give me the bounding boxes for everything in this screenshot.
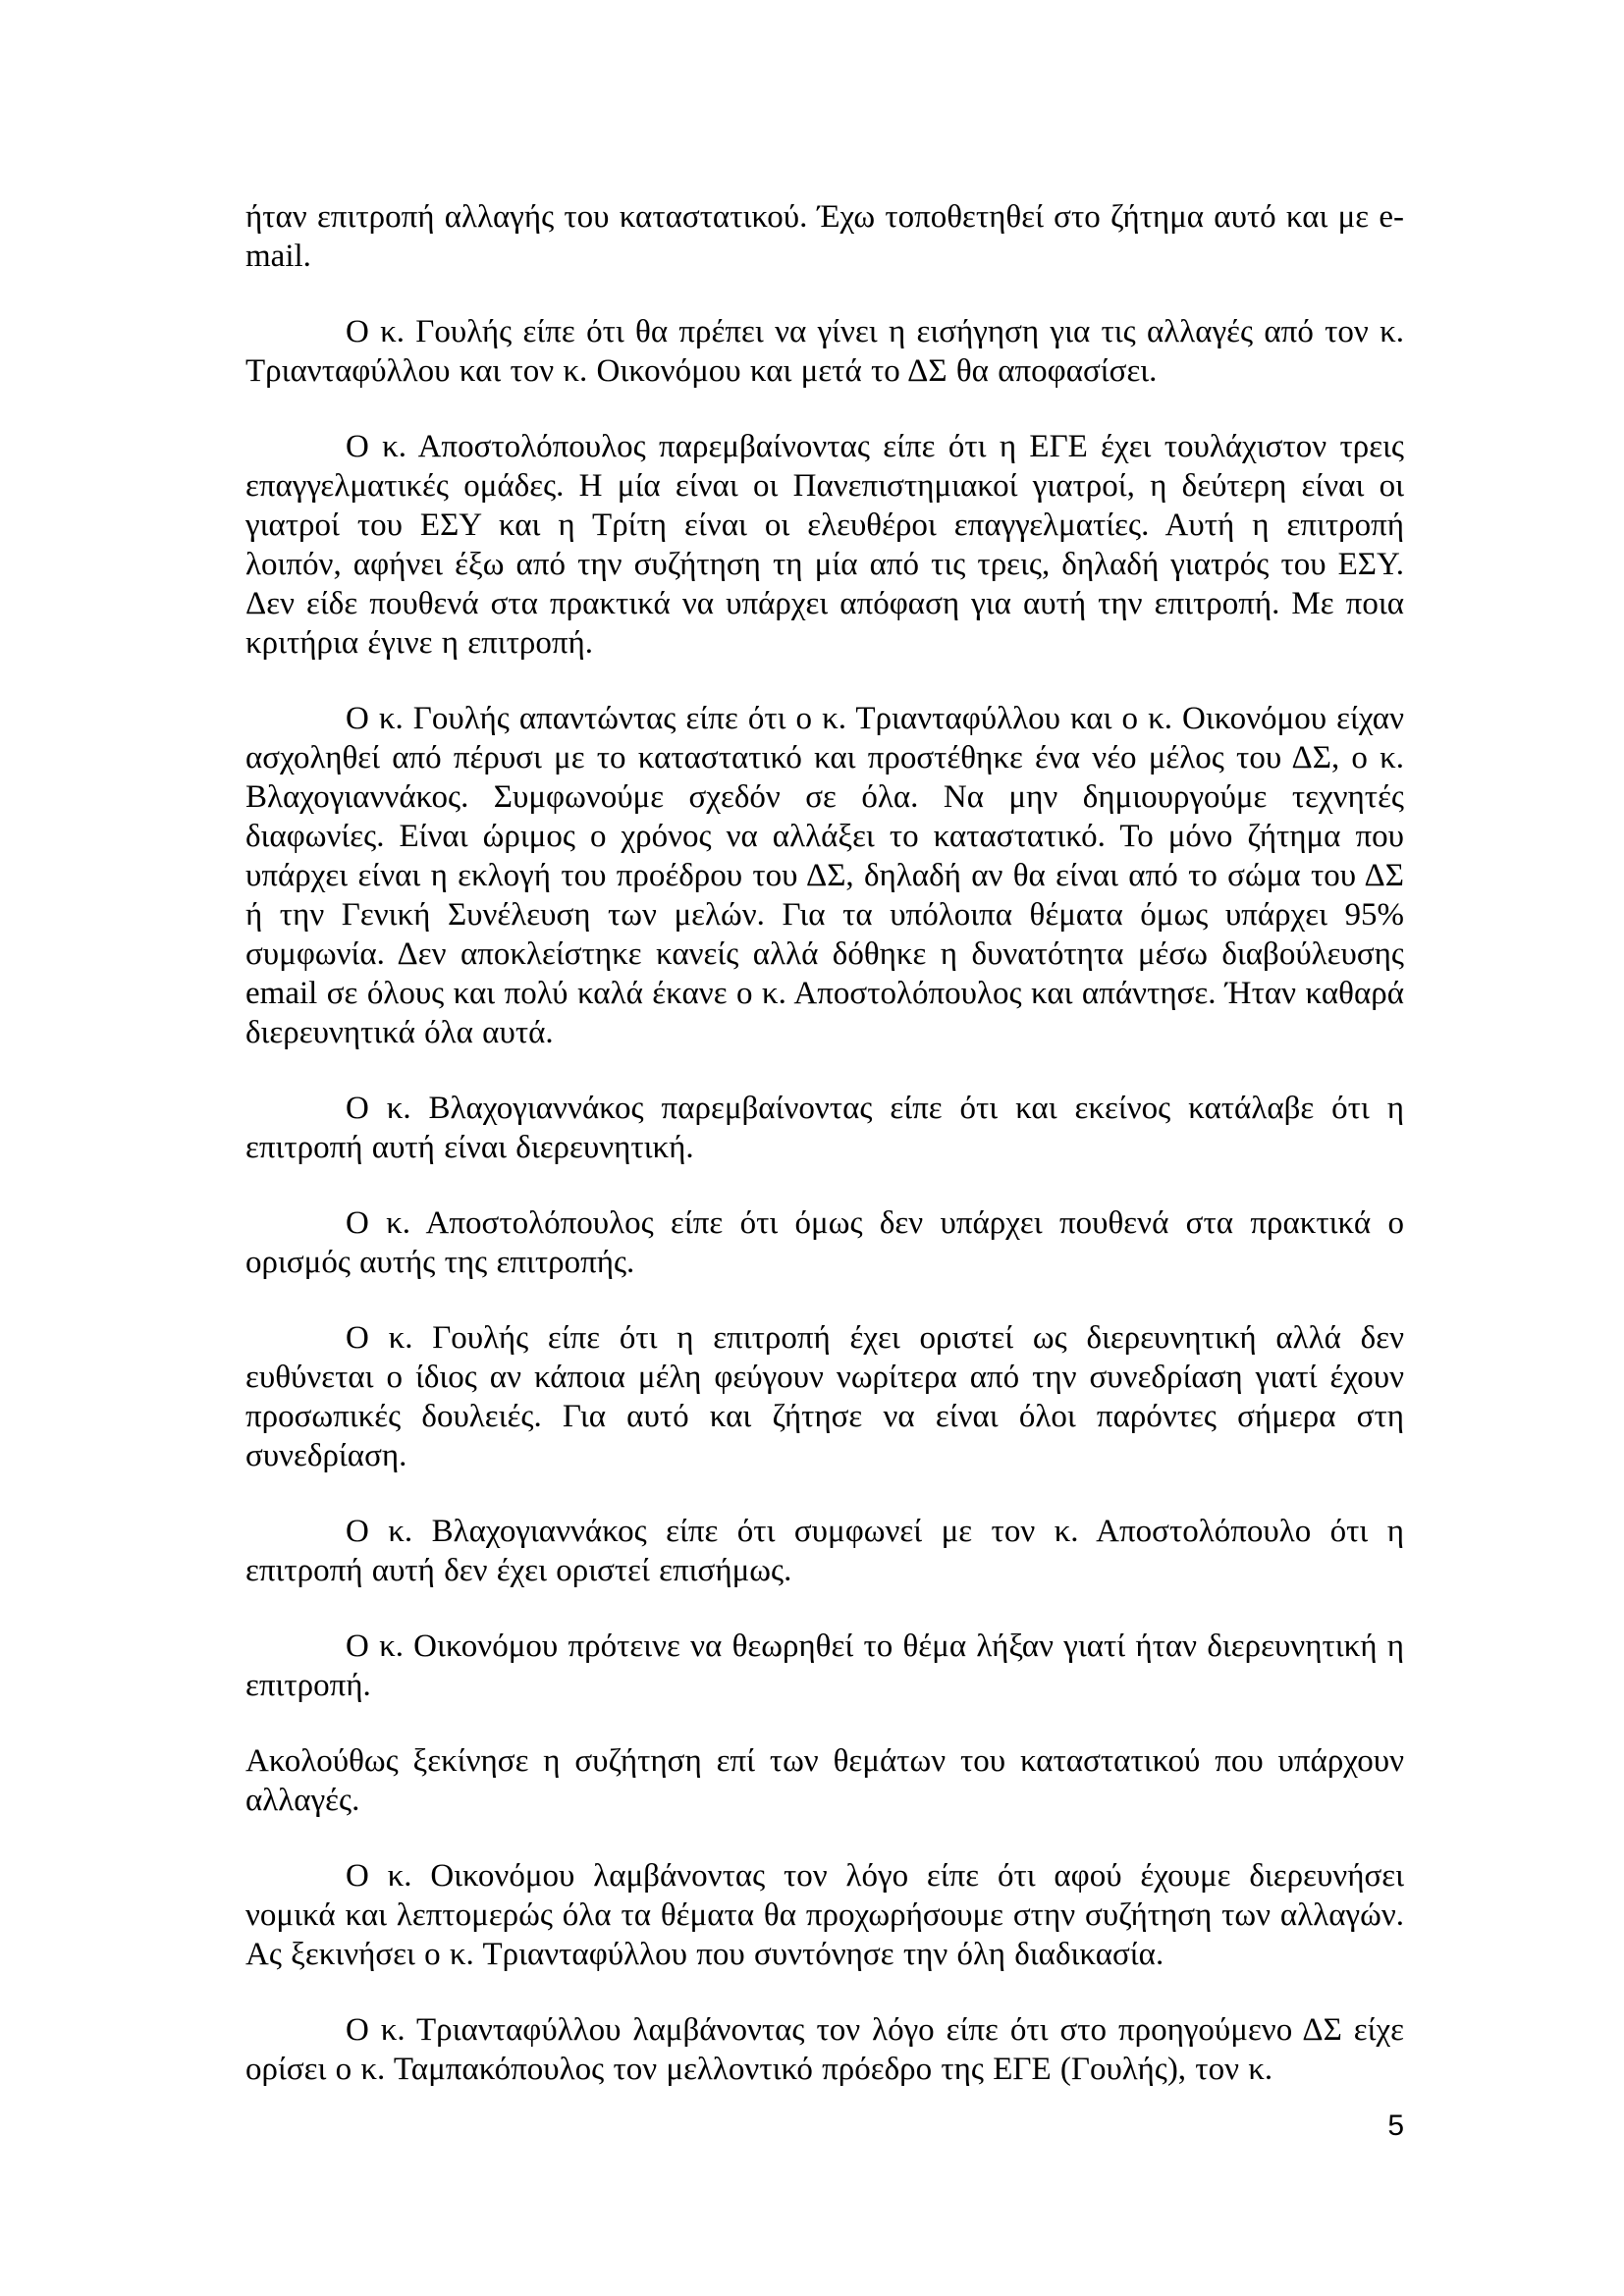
- paragraph: Ο κ. Οικονόμου λαμβάνοντας τον λόγο είπε ότι αφού έχουμε διερευνήσει νομικά και λεπτομερώς όλα τα θέματα θα προχωρήσουμε στην συζήτηση των αλλαγών. Ας ξεκινήσει ο κ. Τριανταφύλλου που συντόνησε την όλη διαδικασία.: [245, 1858, 1404, 1972]
- paragraph: Ο κ. Τριανταφύλλου λαμβάνοντας τον λόγο είπε ότι στο προηγούμενο ΔΣ είχε ορίσει ο κ. Ταμπακόπουλος τον μελλοντικό πρόεδρο της ΕΓΕ (Γουλής), τον κ.: [245, 2012, 1404, 2087]
- paragraph: Ο κ. Βλαχογιαννάκος είπε ότι συμφωνεί με τον κ. Αποστολόπουλο ότι η επιτροπή αυτή δεν έχει οριστεί επισήμως.: [245, 1514, 1404, 1588]
- paragraph: Ο κ. Οικονόμου πρότεινε να θεωρηθεί το θέμα λήξαν γιατί ήταν διερευνητική η επιτροπή.: [245, 1629, 1404, 1703]
- document-body-text: [245, 197, 1404, 2089]
- paragraph: ήταν επιτροπή αλλαγής του καταστατικού. Έχω τοποθετηθεί στο ζήτημα αυτό και με e-mail.: [245, 199, 1404, 274]
- paragraph: Ο κ. Γουλής είπε ότι η επιτροπή έχει οριστεί ως διερευνητική αλλά δεν ευθύνεται ο ίδιος αν κάποια μέλη φεύγουν νωρίτερα από την συνεδρίαση γιατί έχουν προσωπικές δουλειές. Για αυτό και ζήτησε να είναι όλοι παρόντες σήμερα στη συνεδρίαση.: [245, 1320, 1404, 1473]
- paragraph: Ακολούθως ξεκίνησε η συζήτηση επί των θεμάτων του καταστατικού που υπάρχουν αλλαγές.: [245, 1743, 1404, 1818]
- page-number: 5: [1387, 2109, 1404, 2142]
- paragraph: Ο κ. Γουλής απαντώντας είπε ότι ο κ. Τριανταφύλλου και ο κ. Οικονόμου είχαν ασχοληθεί από πέρυσι με το καταστατικό και προστέθηκε ένα νέο μέλος του ΔΣ, ο κ. Βλαχογιαννάκος. Συμφωνούμε σχεδόν σε όλα. Να μην δημιουργούμε τεχνητές διαφωνίες. Είναι ώριμος ο χρόνος να αλλάξει το καταστατικό. Το μόνο ζήτημα που υπάρχει είναι η εκλογή του προέδρου του ΔΣ, δηλαδή αν θα είναι από το σώμα του ΔΣ ή την Γενική Συνέλευση των μελών. Για τα υπόλοιπα θέματα όμως υπάρχει 95% συμφωνία. Δεν αποκλείστηκε κανείς αλλά δόθηκε η δυνατότητα μέσω διαβούλευσης email σε όλους και πολύ καλά έκανε ο κ. Αποστολόπουλος και απάντησε. Ήταν καθαρά διερευνητικά όλα αυτά.: [245, 701, 1404, 1050]
- paragraph: Ο κ. Αποστολόπουλος παρεμβαίνοντας είπε ότι η ΕΓΕ έχει τουλάχιστον τρεις επαγγελματικές ομάδες. Η μία είναι οι Πανεπιστημιακοί γιατροί, η δεύτερη είναι οι γιατροί του ΕΣΥ και η Τρίτη είναι οι ελευθέροι επαγγελματίες. Αυτή η επιτροπή λοιπόν, αφήνει έξω από την συζήτηση τη μία από τις τρεις, δηλαδή γιατρός του ΕΣΥ. Δεν είδε πουθενά στα πρακτικά να υπάρχει απόφαση για αυτή την επιτροπή. Με ποια κριτήρια έγινε η επιτροπή.: [245, 429, 1404, 661]
- paragraph: Ο κ. Αποστολόπουλος είπε ότι όμως δεν υπάρχει πουθενά στα πρακτικά ο ορισμός αυτής της επιτροπής.: [245, 1205, 1404, 1280]
- page-footer: [245, 2109, 1404, 2144]
- paragraph: Ο κ. Βλαχογιαννάκος παρεμβαίνοντας είπε ότι και εκείνος κατάλαβε ότι η επιτροπή αυτή είναι διερευνητική.: [245, 1091, 1404, 1165]
- paragraph: Ο κ. Γουλής είπε ότι θα πρέπει να γίνει η εισήγηση για τις αλλαγές από τον κ. Τριανταφύλλου και τον κ. Οικονόμου και μετά το ΔΣ θα αποφασίσει.: [245, 314, 1404, 389]
